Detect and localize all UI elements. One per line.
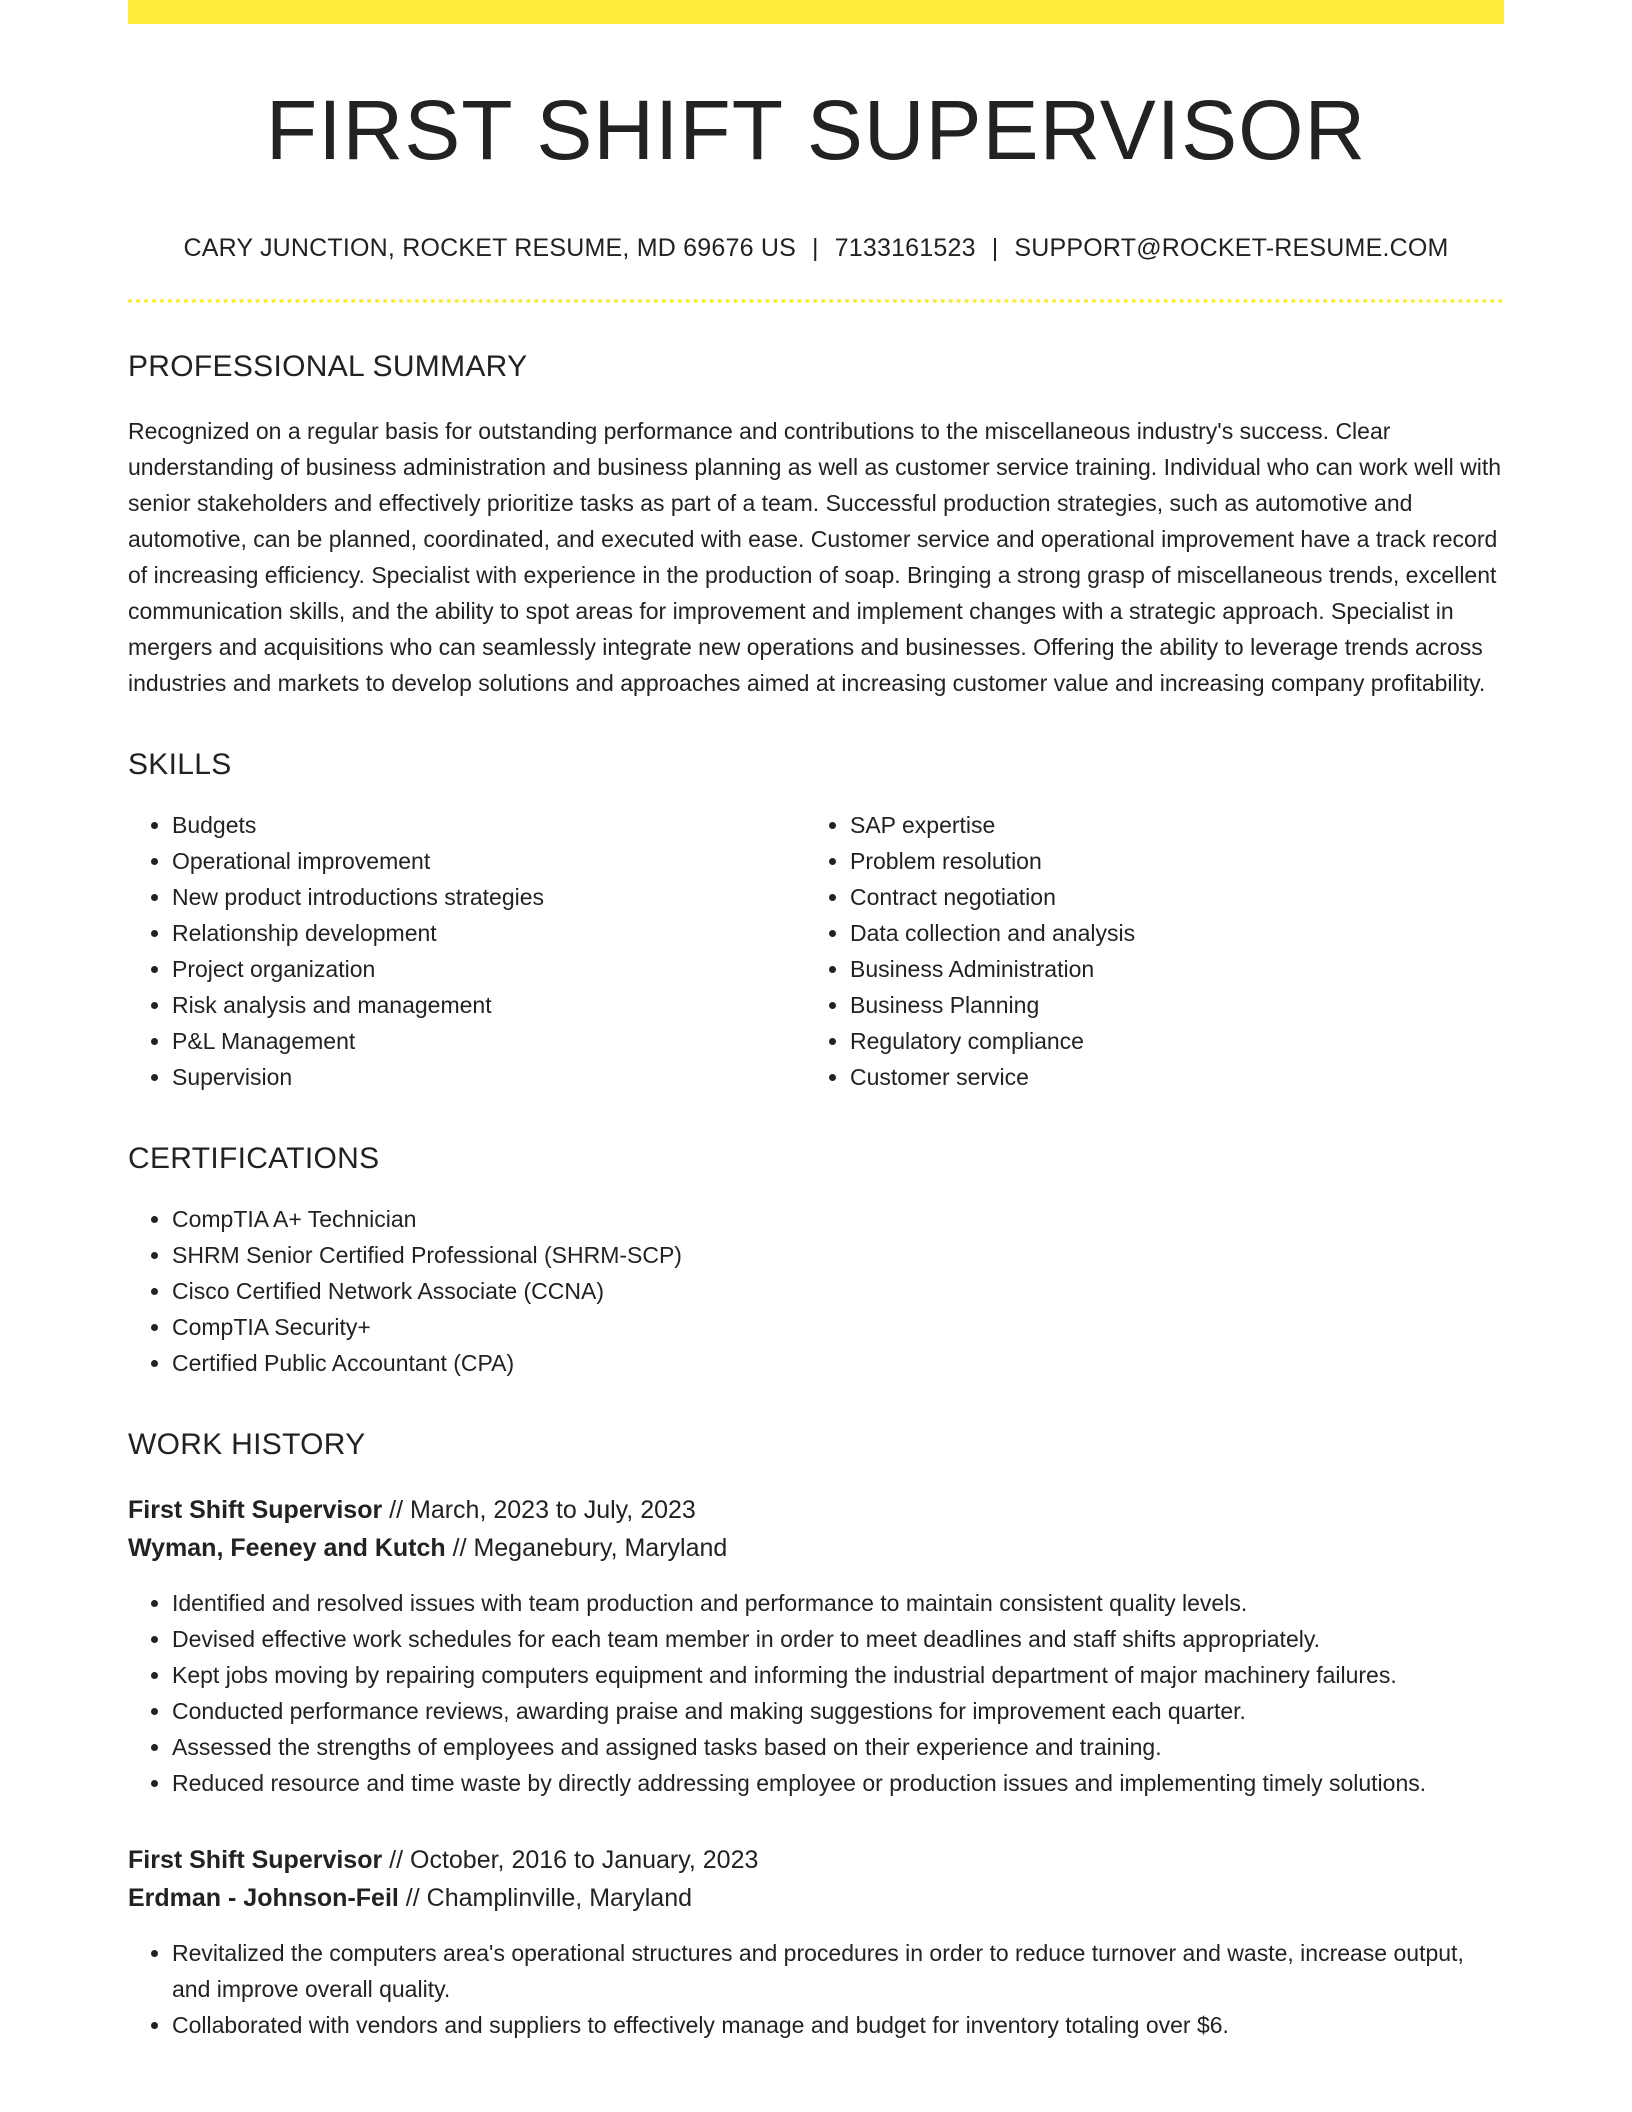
skills-heading: SKILLS bbox=[128, 748, 232, 782]
certification-item: • CompTIA Security+ bbox=[172, 1309, 1504, 1345]
contact-address: CARY JUNCTION, ROCKET RESUME, MD 69676 US bbox=[183, 234, 796, 263]
skill-item: • Business Planning bbox=[850, 987, 1484, 1023]
job-company: Wyman, Feeney and Kutch bbox=[128, 1534, 446, 1563]
job-duty-item: • Kept jobs moving by repairing computers equipment and informing the industrial department of major machinery failures. bbox=[172, 1657, 1504, 1693]
job-location: // Champlinville, Maryland bbox=[398, 1884, 693, 1913]
summary-section bbox=[128, 349, 1504, 701]
summary-heading: PROFESSIONAL SUMMARY bbox=[128, 350, 528, 384]
certifications-list bbox=[128, 1201, 1504, 1381]
skill-item: • Data collection and analysis bbox=[850, 915, 1484, 951]
certifications-heading: CERTIFICATIONS bbox=[128, 1142, 380, 1176]
contact-separator: | bbox=[991, 234, 999, 263]
job-duties-list bbox=[128, 1585, 1504, 1801]
contact-separator: | bbox=[811, 234, 819, 263]
job-duties-list bbox=[128, 1935, 1504, 2043]
job-duty-item: • Revitalized the computers area's operational structures and procedures in order to reduce turnover and waste, increase output, and improve overall quality. bbox=[172, 1935, 1504, 2007]
skills-list-right bbox=[806, 807, 1484, 1095]
job-duty-item: • Reduced resource and time waste by directly addressing employee or production issues and implementing timely solutions. bbox=[172, 1765, 1504, 1801]
job-position: First Shift Supervisor bbox=[128, 1846, 383, 1875]
job-duty-item: • Assessed the strengths of employees and assigned tasks based on their experience and training. bbox=[172, 1729, 1504, 1765]
certifications-section bbox=[128, 1141, 1504, 1381]
skills-section bbox=[128, 747, 1504, 1095]
certification-item: • SHRM Senior Certified Professional (SHRM-SCP) bbox=[172, 1237, 1504, 1273]
job-entry bbox=[128, 1841, 1504, 2043]
skill-item: • Budgets bbox=[172, 807, 806, 843]
skills-grid bbox=[128, 783, 1504, 1095]
certification-item: • CompTIA A+ Technician bbox=[172, 1201, 1504, 1237]
skill-item: • Contract negotiation bbox=[850, 879, 1484, 915]
skill-item: • Project organization bbox=[172, 951, 806, 987]
job-duty-item: • Collaborated with vendors and suppliers to effectively manage and budget for inventory totaling over $6. bbox=[172, 2007, 1504, 2043]
contact-email: SUPPORT@ROCKET-RESUME.COM bbox=[1014, 234, 1449, 263]
work-history-heading: WORK HISTORY bbox=[128, 1428, 366, 1462]
job-title-line bbox=[128, 1491, 1504, 1529]
job-dates: // October, 2016 to January, 2023 bbox=[382, 1846, 759, 1875]
skill-item: • P&L Management bbox=[172, 1023, 806, 1059]
certification-item: • Certified Public Accountant (CPA) bbox=[172, 1345, 1504, 1381]
job-title-line bbox=[128, 1841, 1504, 1879]
job-dates: // March, 2023 to July, 2023 bbox=[382, 1496, 696, 1525]
certification-item: • Cisco Certified Network Associate (CCNA) bbox=[172, 1273, 1504, 1309]
job-company-line bbox=[128, 1879, 1504, 1917]
job-company-line bbox=[128, 1529, 1504, 1567]
skill-item: • Supervision bbox=[172, 1059, 806, 1095]
job-location: // Meganebury, Maryland bbox=[445, 1534, 728, 1563]
dotted-divider bbox=[128, 299, 1504, 303]
skill-item: • Regulatory compliance bbox=[850, 1023, 1484, 1059]
job-company: Erdman - Johnson-Feil bbox=[128, 1884, 399, 1913]
skill-item: • SAP expertise bbox=[850, 807, 1484, 843]
job-duty-item: • Devised effective work schedules for each team member in order to meet deadlines and staff shifts appropriately. bbox=[172, 1621, 1504, 1657]
resume-page bbox=[128, 0, 1504, 2043]
resume-title: FIRST SHIFT SUPERVISOR bbox=[265, 83, 1367, 177]
job-entry bbox=[128, 1491, 1504, 1801]
contact-phone: 7133161523 bbox=[834, 234, 976, 263]
skill-item: • Relationship development bbox=[172, 915, 806, 951]
job-duty-item: • Conducted performance reviews, awarding praise and making suggestions for improvement each quarter. bbox=[172, 1693, 1504, 1729]
skill-item: • Customer service bbox=[850, 1059, 1484, 1095]
skills-list-left bbox=[128, 807, 806, 1095]
skill-item: • New product introductions strategies bbox=[172, 879, 806, 915]
accent-top-bar bbox=[128, 0, 1504, 24]
summary-text: Recognized on a regular basis for outstanding performance and contributions to the miscellaneous industry's success. Clear understanding of business administration and business planning as well as customer service training. Individual who can work well with senior stakeholders and effectively prioritize tasks as part of a team. Successful production strategies, such as automotive and automotive, can be planned, coordinated, and executed with ease. Customer service and operational improvement have a track record of increasing efficiency. Specialist with experience in the production of soap. Bringing a strong grasp of miscellaneous trends, excellent communication skills, and the ability to spot areas for improvement and implement changes with a strategic approach. Specialist in mergers and acquisitions who can seamlessly integrate new operations and businesses. Offering the ability to leverage trends across industries and markets to develop solutions and approaches aimed at increasing customer value and increasing company profitability. bbox=[128, 418, 1502, 697]
job-duty-item: • Identified and resolved issues with team production and performance to maintain consistent quality levels. bbox=[172, 1585, 1504, 1621]
work-history-section bbox=[128, 1427, 1504, 2043]
job-position: First Shift Supervisor bbox=[128, 1496, 383, 1525]
skill-item: • Problem resolution bbox=[850, 843, 1484, 879]
skill-item: • Operational improvement bbox=[172, 843, 806, 879]
skill-item: • Business Administration bbox=[850, 951, 1484, 987]
skill-item: • Risk analysis and management bbox=[172, 987, 806, 1023]
contact-line bbox=[128, 234, 1504, 263]
